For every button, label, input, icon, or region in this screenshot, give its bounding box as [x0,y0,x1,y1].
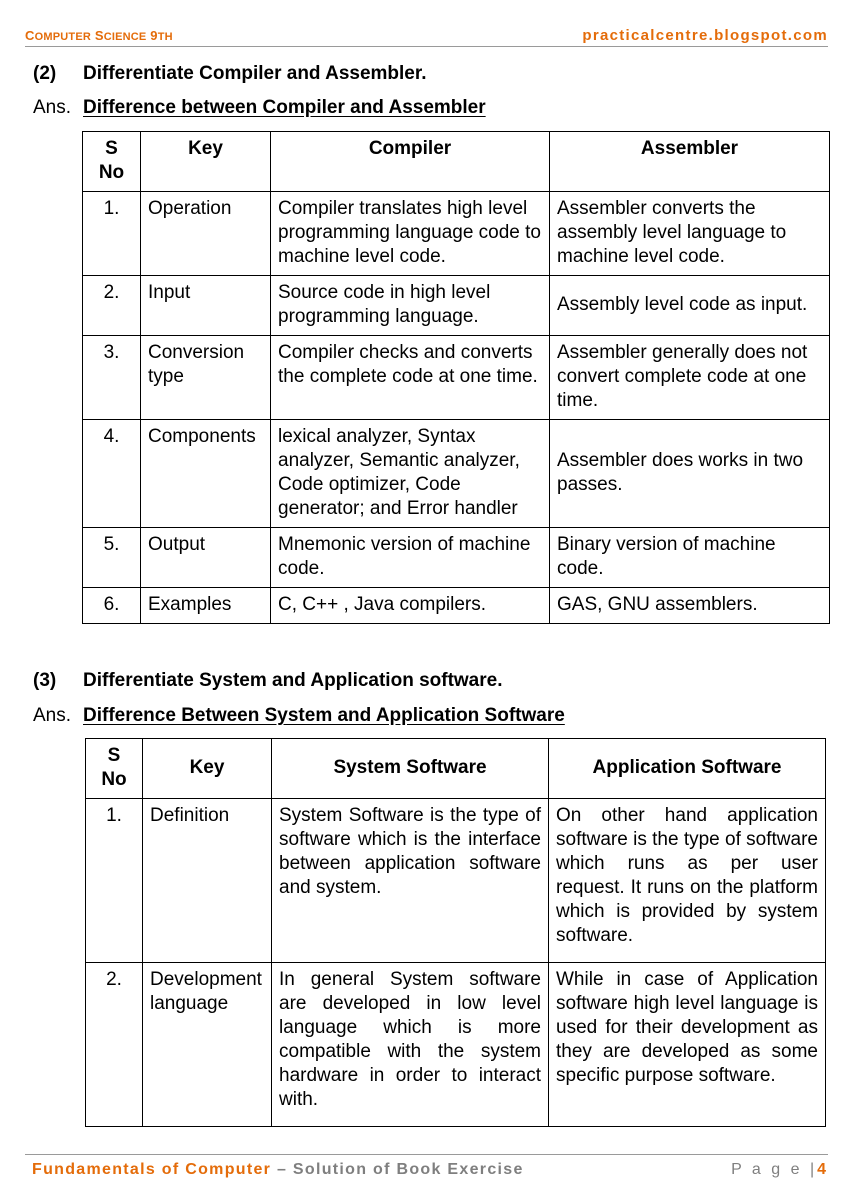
row-sno: 6. [83,588,141,624]
row-application-software: While in case of Application software high level language is used for their development as they are developed as some specific purpose software. [549,963,826,1127]
table-row [83,420,830,528]
row-system-software: In general System software are developed in low level language which is more compatible with the system hardware in order to interact with. [272,963,549,1127]
header-subject: COMPUTER SCIENCE 9TH [25,28,173,43]
row-assembler: Assembler converts the assembly level language to machine level code. [550,192,830,276]
row-application-software: On other hand application software is the type of software which runs as per user request. It runs on the platform which is provided by system software. [549,799,826,963]
row-compiler: Compiler translates high level programming language code to machine level code. [271,192,550,276]
table-row [83,528,830,588]
table-header-row [86,739,826,799]
row-system-software: System Software is the type of software which is the interface between application software and system. [272,799,549,963]
row-compiler: Compiler checks and converts the complete code at one time. [271,336,550,420]
row-sno: 5. [83,528,141,588]
compiler-assembler-table [82,131,830,624]
row-sno: 2. [83,276,141,336]
header-system-software: System Software [272,739,549,799]
row-sno: 1. [83,192,141,276]
table-row [83,276,830,336]
row-compiler: Source code in high level programming language. [271,276,550,336]
row-key: Operation [141,192,271,276]
header-divider [25,46,828,47]
header-key: Key [143,739,272,799]
header-sno: S No [86,739,143,799]
header-sno: S No [83,132,141,192]
table-row [83,336,830,420]
table-header-row [83,132,830,192]
row-compiler: lexical analyzer, Syntax analyzer, Semantic analyzer, Code optimizer, Code generator; and Error handler [271,420,550,528]
row-key: Definition [143,799,272,963]
page-number: P a g e |4 [731,1161,826,1178]
footer-divider [25,1154,828,1155]
header-compiler: Compiler [271,132,550,192]
row-key: Output [141,528,271,588]
table-row [83,588,830,624]
row-compiler: Mnemonic version of machine code. [271,528,550,588]
row-key: Development language [143,963,272,1127]
row-sno: 1. [86,799,143,963]
row-key: Input [141,276,271,336]
row-key: Components [141,420,271,528]
table-row [86,963,826,1127]
answer-2-heading: Ans. Difference between Compiler and Assembler [33,97,486,118]
row-assembler: Binary version of machine code. [550,528,830,588]
row-sno: 3. [83,336,141,420]
system-application-table [85,738,826,1127]
row-key: Conversion type [141,336,271,420]
row-sno: 4. [83,420,141,528]
footer-title: Fundamentals of Computer – Solution of Book Exercise [32,1161,524,1178]
row-compiler: C, C++ , Java compilers. [271,588,550,624]
row-assembler: Assembler does works in two passes. [550,420,830,528]
row-assembler: GAS, GNU assemblers. [550,588,830,624]
row-assembler: Assembler generally does not convert complete code at one time. [550,336,830,420]
header-application-software: Application Software [549,739,826,799]
table-row [83,192,830,276]
row-assembler: Assembly level code as input. [550,276,830,336]
table-row [86,799,826,963]
header-key: Key [141,132,271,192]
row-key: Examples [141,588,271,624]
question-3: (3) Differentiate System and Application software. [33,670,503,691]
answer-3-heading: Ans. Difference Between System and Application Software [33,705,565,726]
row-sno: 2. [86,963,143,1127]
question-2: (2) Differentiate Compiler and Assembler. [33,63,427,84]
header-assembler: Assembler [550,132,830,192]
header-website: practicalcentre.blogspot.com [582,27,828,44]
